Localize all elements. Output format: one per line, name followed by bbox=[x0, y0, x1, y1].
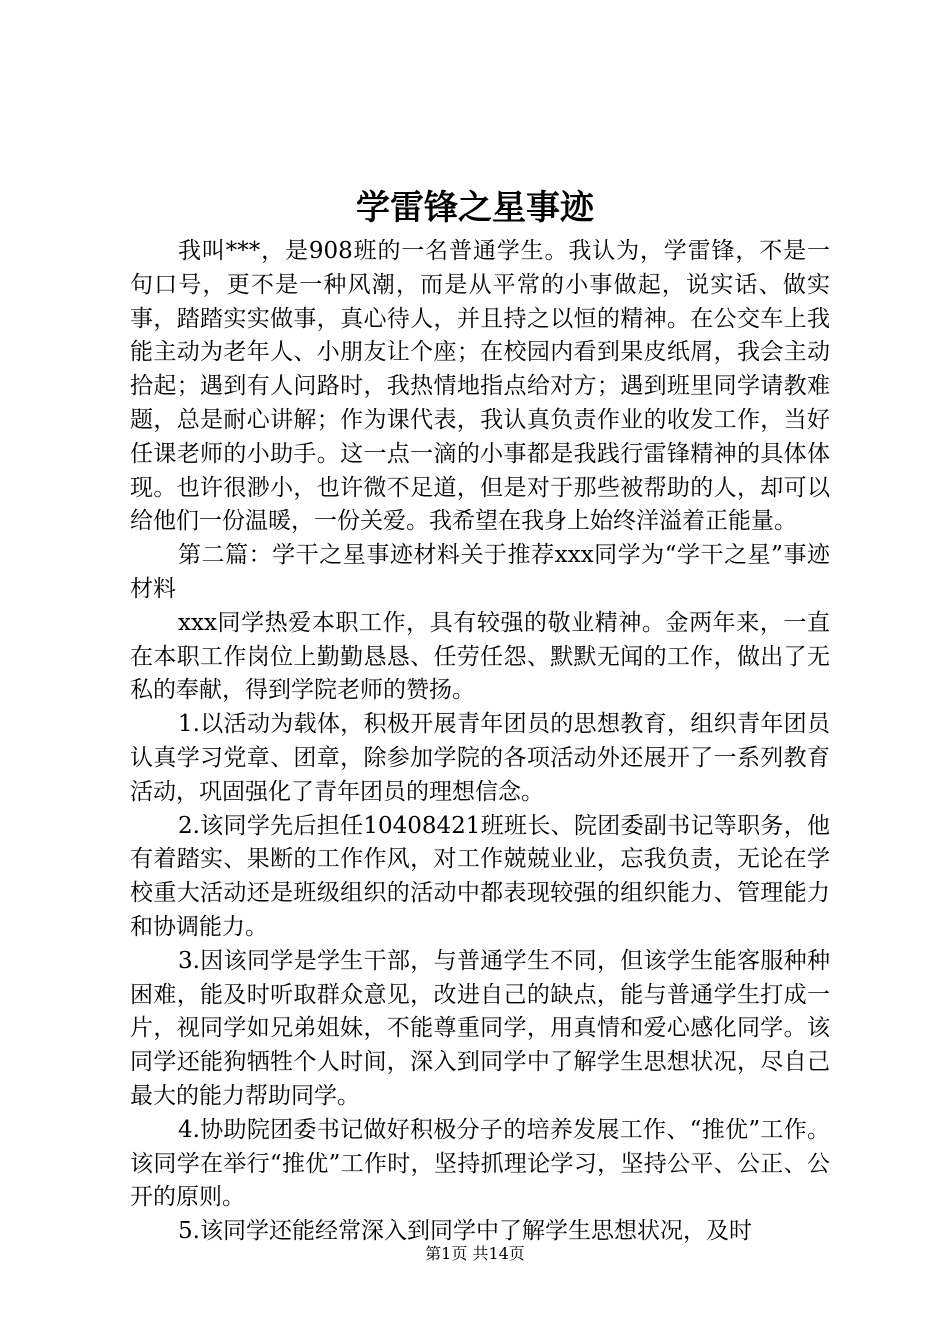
paragraph-item-2: 2.该同学先后担任10408421班班长、院团委副书记等职务，他有着踏实、果断的工作作风，对工作兢兢业业，忘我负责，无论在学校重大活动还是班级组织的活动中都表现较强的组织能力、管理能力和协调能力。 bbox=[130, 812, 830, 940]
paragraph-item-4: 4.协助院团委书记做好积极分子的培养发展工作、“推优”工作。该同学在举行“推优”工作时，坚持抓理论学习，坚持公平、公正、公开的原则。 bbox=[130, 1116, 830, 1211]
paragraph-overview: xxx同学热爱本职工作，具有较强的敬业精神。金两年来，一直在本职工作岗位上勤勤恳恳、任劳任怨、默默无闻的工作，做出了无私的奉献，得到学院老师的赞扬。 bbox=[130, 609, 830, 704]
paragraph-item-3: 3.因该同学是学生干部，与普通学生不同，但该学生能客服种种困难，能及时听取群众意见，改进自己的缺点，能与普通学生打成一片，视同学如兄弟姐妹，不能尊重同学，用真情和爱心感化同学。该同学还能狗牺牲个人时间，深入到同学中了解学生思想状况，尽自己最大的能力帮助同学。 bbox=[130, 947, 830, 1109]
document-title: 学雷锋之星事迹 bbox=[356, 188, 594, 228]
paragraph-section-heading: 第二篇：学干之星事迹材料关于推荐xxx同学为“学干之星”事迹材料 bbox=[130, 542, 830, 602]
paragraph-item-1: 1.以活动为载体，积极开展青年团员的思想教育，组织青年团员认真学习党章、团章，除参加学院的各项活动外还展开了一系列教育活动，巩固强化了青年团员的理想信念。 bbox=[130, 711, 830, 805]
paragraph-intro: 我叫***，是908班的一名普通学生。我认为，学雷锋，不是一句口号，更不是一种风潮，而是从平常的小事做起，说实话、做实事，踏踏实实做事，真心待人，并且持之以恒的精神。在公交车上我能主动为老年人、小朋友让个座；在校园内看到果皮纸屑，我会主动拾起；遇到有人问路时，我热情地指点给对方；遇到班里同学请教难题，总是耐心讲解；作为课代表，我认真负责作业的收发工作，当好任课老师的小助手。这一点一滴的小事都是我践行雷锋精神的具体体现。也许很渺小，也许微不足道，但是对于那些被帮助的人，却可以给他们一份温暖，一份关爱。我希望在我身上始终洋溢着正能量。 bbox=[130, 238, 830, 535]
page-footer: 第1页 共14页 bbox=[425, 1244, 525, 1263]
paragraph-item-5: 5.该同学还能经常深入到同学中了解学生思想状况，及时 bbox=[178, 1218, 752, 1245]
document-body bbox=[130, 235, 830, 1249]
